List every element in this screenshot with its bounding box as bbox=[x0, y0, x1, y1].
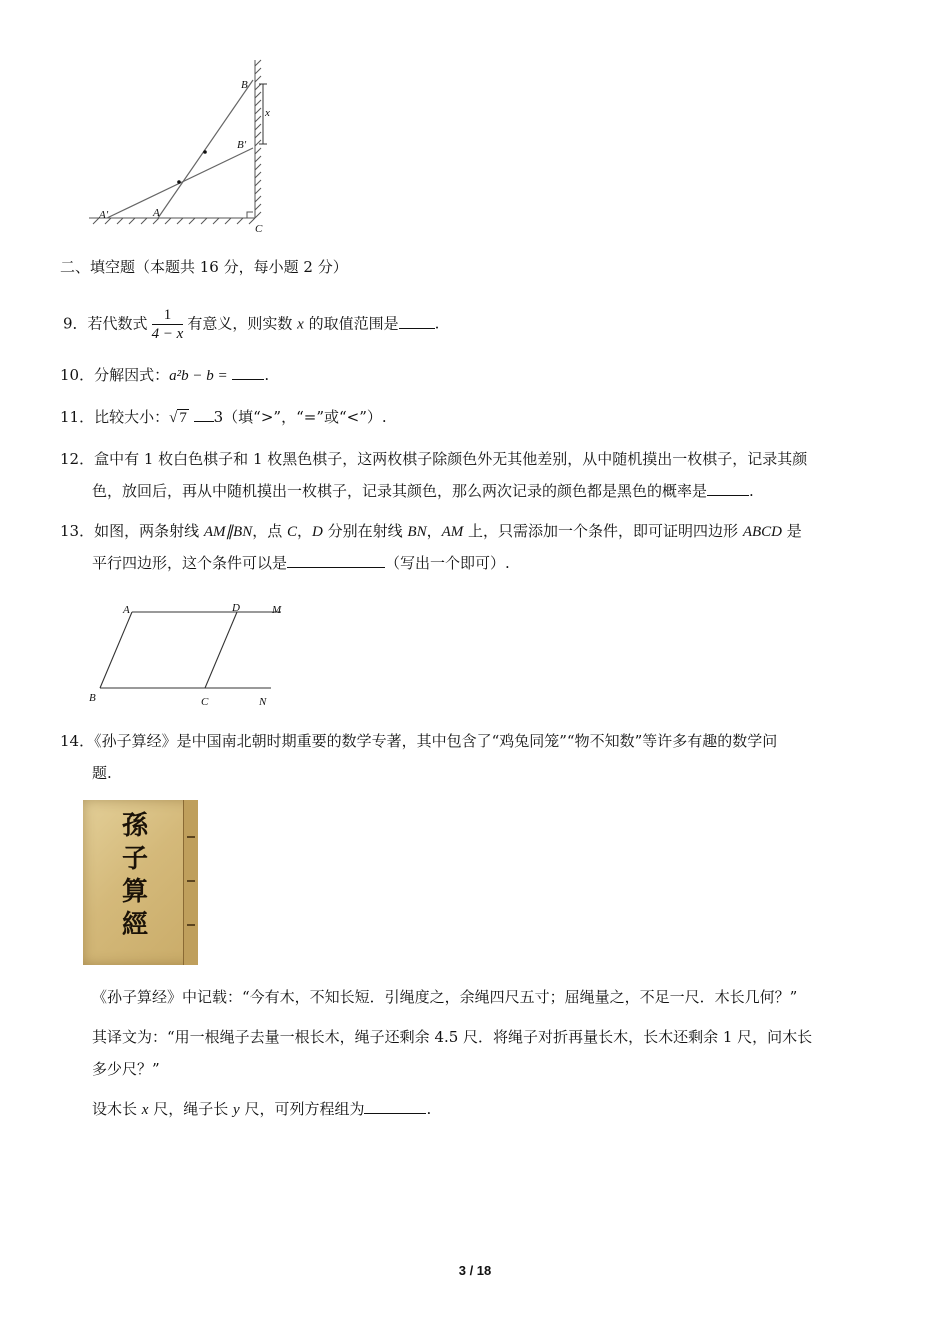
q9-answer-blank[interactable] bbox=[399, 314, 435, 329]
ladder-figure bbox=[85, 58, 285, 238]
label-A: A bbox=[153, 207, 160, 219]
question-13-line1: 13．如图，两条射线 AM∥BN，点 C，D 分别在射线 BN，AM 上，只需添加一个条件，即可证明四边形 ABCD 是 bbox=[60, 522, 802, 540]
label-A-prime: A′ bbox=[99, 209, 109, 221]
q12-answer-blank[interactable] bbox=[707, 481, 749, 496]
label-B: B bbox=[241, 79, 248, 91]
question-14-translation-line1: 其译文为：“用一根绳子去量一根长木，绳子还剩余 4.5 尺．将绳子对折再量长木，长木还剩余 1 尺，问木长 bbox=[92, 1028, 813, 1046]
book-title-label bbox=[117, 810, 153, 942]
question-14-line2: 题. bbox=[92, 764, 112, 782]
book-title-char: 孫 bbox=[121, 811, 148, 841]
book-title-char: 經 bbox=[121, 910, 148, 940]
book-title-char: 子 bbox=[121, 844, 148, 874]
book-cover-image bbox=[83, 800, 197, 965]
q9-text-before: 若代数式 bbox=[87, 314, 148, 333]
question-10: 10．分解因式：a²b − b = . bbox=[60, 366, 270, 384]
question-12-line1: 12．盒中有 1 枚白色棋子和 1 枚黑色棋子，这两枚棋子除颜色外无其他差别，从中随机摸出一枚棋子，记录其颜 bbox=[60, 450, 808, 468]
question-9: 9．若代数式 $\frac{1}{4 - x}$ 有意义，则实数 x 的取值范围是 . bbox=[63, 307, 440, 342]
q14-answer-blank[interactable] bbox=[364, 1099, 426, 1114]
q13-answer-blank[interactable] bbox=[287, 553, 385, 568]
label-B-prime: B′ bbox=[237, 139, 247, 151]
q10-expression: a²b − b = bbox=[169, 368, 228, 384]
parallelogram-figure bbox=[85, 598, 295, 713]
q9-text-after: 的取值范围是 bbox=[308, 314, 399, 333]
q9-fraction: $\frac{1}{4 - x}$ bbox=[151, 307, 184, 342]
q9-number: 9． bbox=[63, 314, 88, 333]
question-14-ask: 设木长 x 尺，绳子长 y 尺，可列方程组为 . bbox=[92, 1100, 432, 1118]
book-binding bbox=[183, 800, 198, 965]
question-11: 11．比较大小：√ 7 3（填“>”，“=”或“<”）. bbox=[60, 406, 387, 429]
section-heading: 二、填空题（本题共 16 分，每小题 2 分） bbox=[60, 258, 348, 276]
book-title-char: 算 bbox=[121, 877, 148, 907]
q11-answer-blank[interactable] bbox=[194, 407, 214, 422]
q10-answer-blank[interactable] bbox=[232, 365, 264, 380]
label-B: B bbox=[89, 692, 96, 704]
label-N: N bbox=[259, 696, 267, 708]
question-13-line2: 平行四边形，这个条件可以是 （写出一个即可）. bbox=[92, 554, 510, 572]
label-x: x bbox=[265, 107, 270, 119]
label-M: M bbox=[272, 604, 282, 616]
question-14-line1: 14．《孙子算经》是中国南北朝时期重要的数学专著，其中包含了“鸡兔同笼”“物不知数”等许多有趣的数学问 bbox=[60, 732, 778, 750]
sqrt-seven: √ 7 bbox=[169, 410, 187, 426]
label-C: C bbox=[255, 223, 263, 235]
page-number: 3 / 18 bbox=[458, 1263, 492, 1278]
q9-text-mid: 有意义，则实数 bbox=[187, 314, 293, 333]
label-A: A bbox=[123, 604, 130, 616]
label-D: D bbox=[232, 602, 240, 614]
question-12-line2: 色，放回后，再从中随机摸出一枚棋子，记录其颜色，那么两次记录的颜色都是黑色的概率是 . bbox=[92, 482, 754, 500]
label-C: C bbox=[201, 696, 209, 708]
question-14-translation-line2: 多少尺？” bbox=[92, 1060, 160, 1078]
question-14-quote: 《孙子算经》中记载：“今有木，不知长短．引绳度之，余绳四尺五寸；屈绳量之，不足一尺．木长几何？” bbox=[92, 988, 798, 1006]
